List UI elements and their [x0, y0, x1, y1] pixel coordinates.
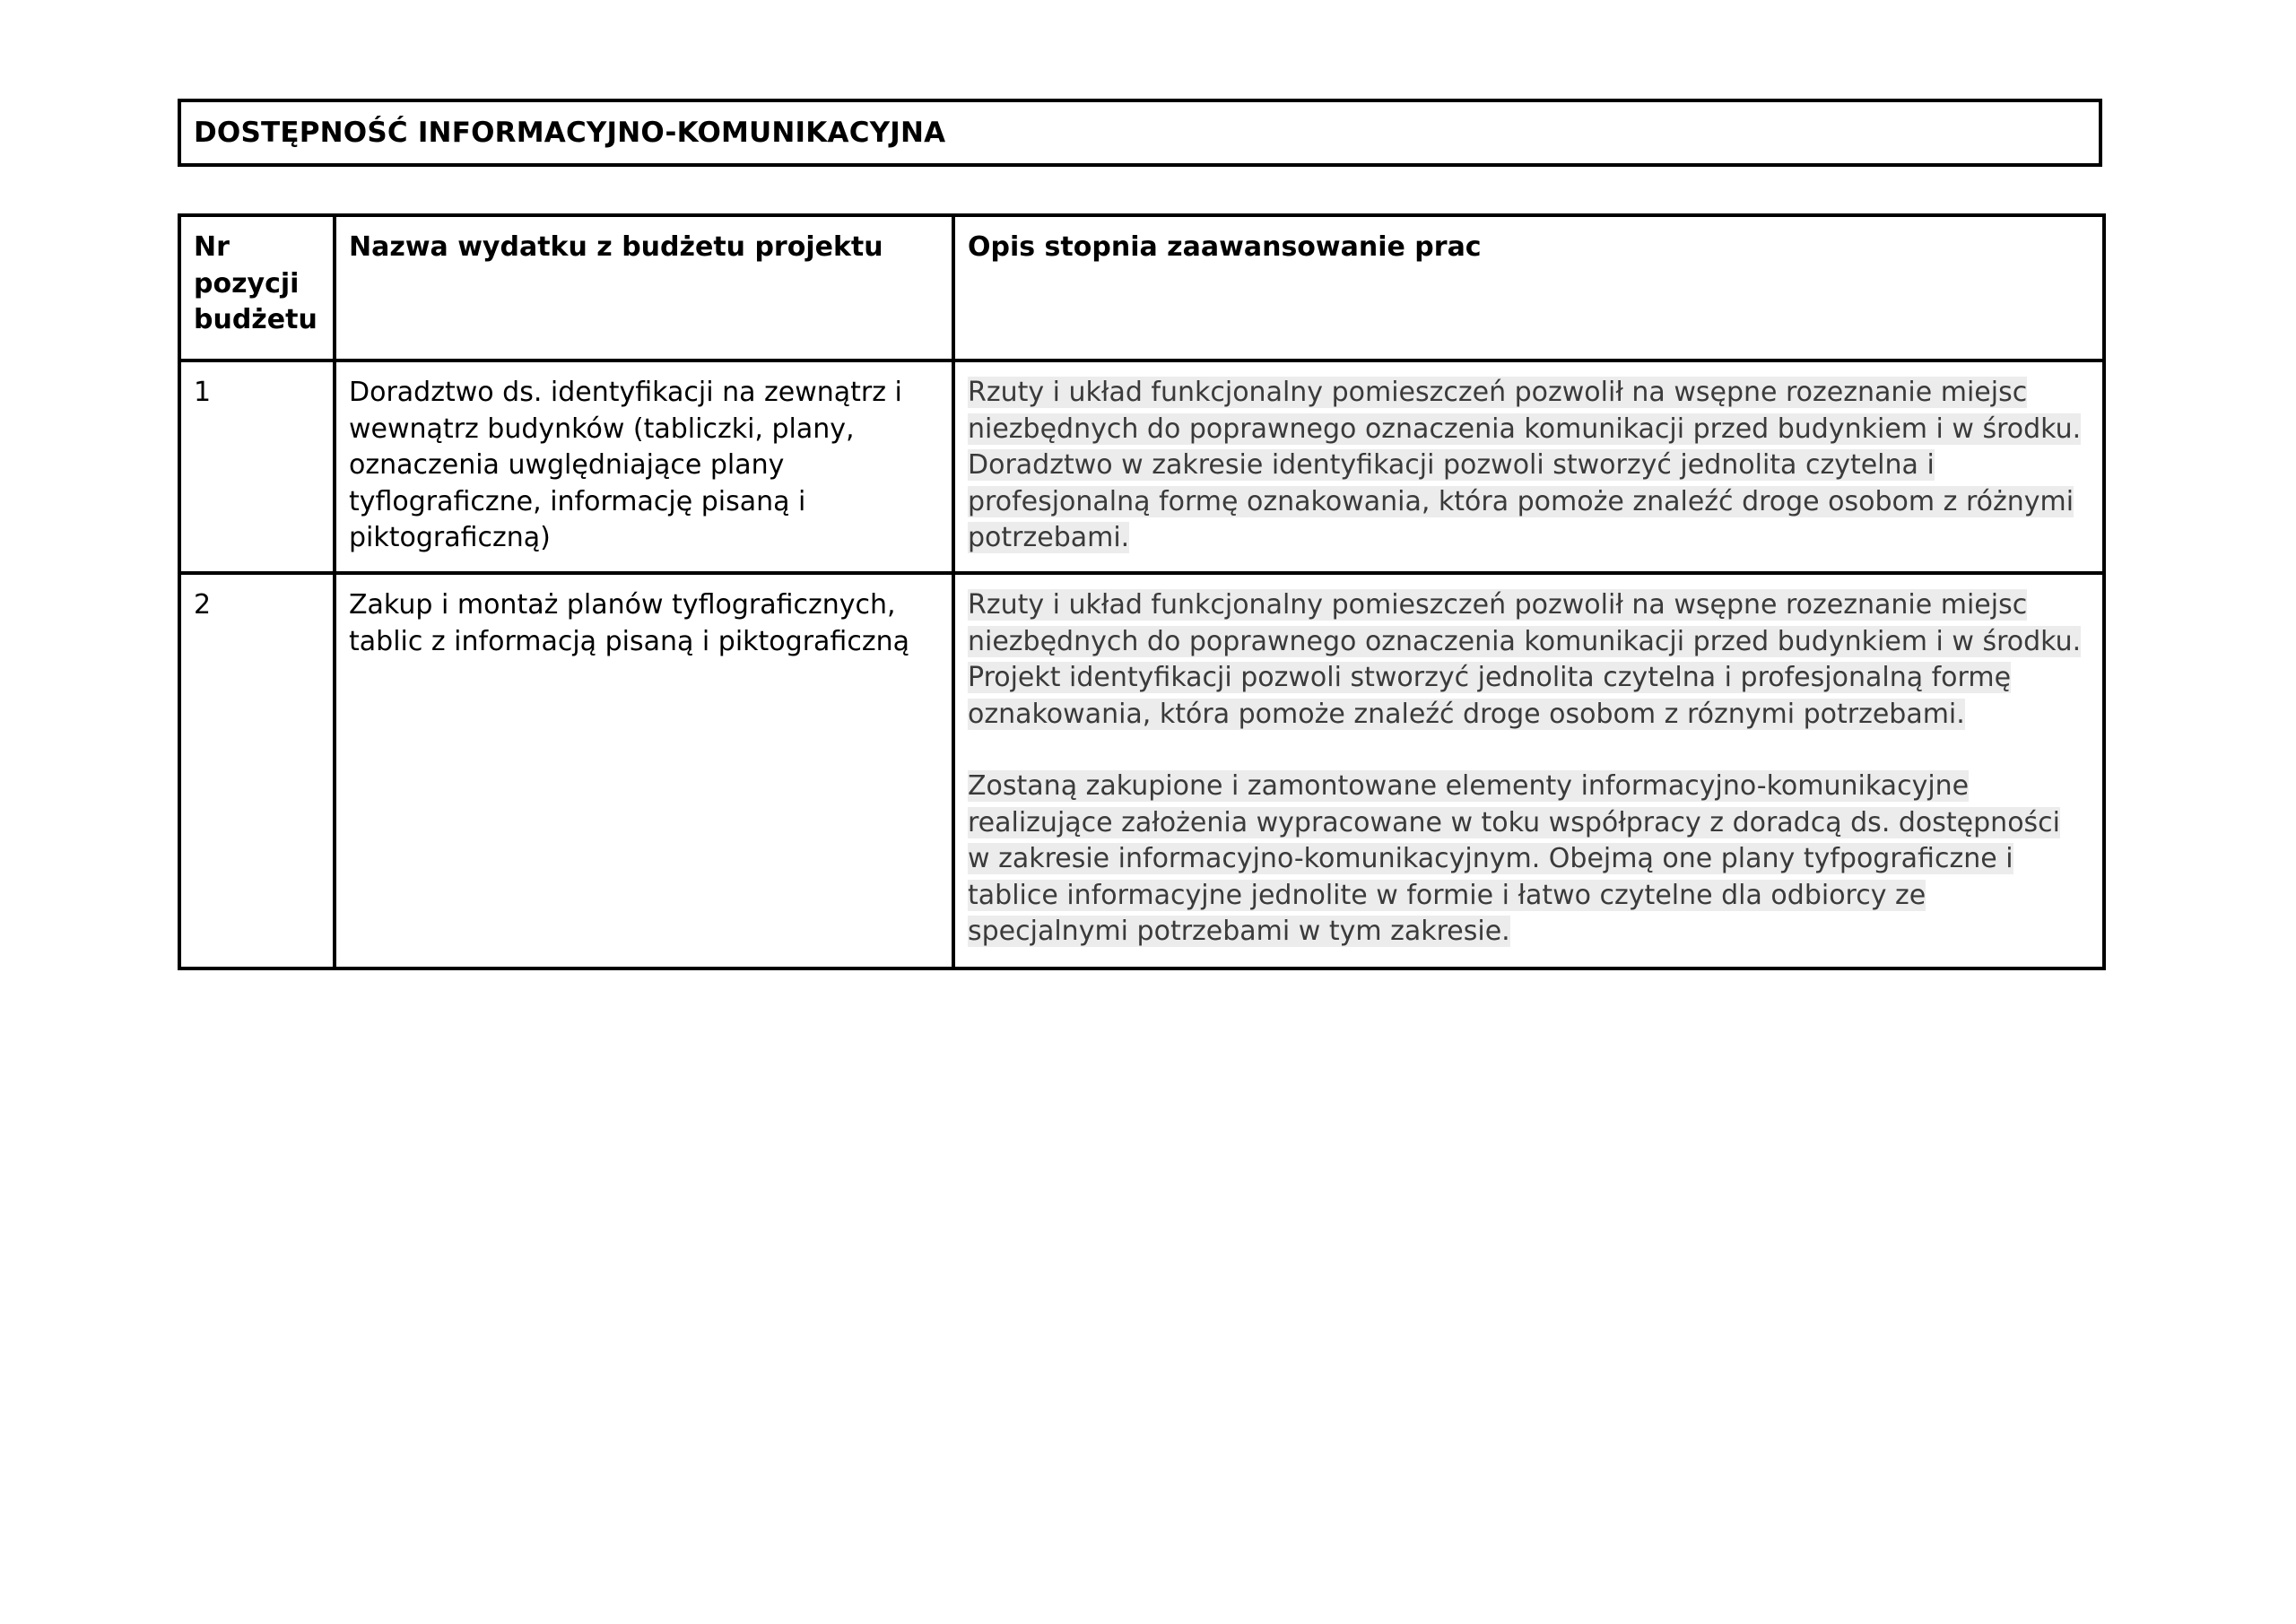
highlighted-text: Zostaną zakupione i zamontowane elementy informacyjno-komunikacyjne realizujące założenia wypracowane w toku współpracy z doradcą ds. dostępności w zakresie informacyjno-komunikacyjnym. Obejmą one plany tyfpograficzne i tablice informacyjne jednolite w formie i łatwo czytelne dla odbiorcy ze specjalnymi potrzebami w tym zakresie.: [968, 770, 2061, 947]
header-progress-description: Opis stopnia zaawansowanie prac: [953, 215, 2104, 360]
table-row: [179, 360, 2104, 573]
highlighted-text: Rzuty i układ funkcjonalny pomieszczeń pozwolił na wsępne rozeznanie miejsc niezbędnych do poprawnego oznaczenia komunikacji przed budynkiem i w środku. Doradztwo w zakresie identyfikacji pozwoli stworzyć jednolita czytelna i profesjonalną formę oznakowania, która pomoże znaleźć droge osobom z różnymi potrzebami.: [968, 377, 2082, 553]
table-header-row: [179, 215, 2104, 360]
cell-budget-position-number: 2: [179, 573, 335, 968]
cell-expense-name: Doradztwo ds. identyfikacji na zewnątrz i wewnątrz budynków (tabliczki, plany, oznaczenia uwględniające plany tyflograficzne, informację pisaną i piktograficzną): [335, 360, 953, 573]
highlighted-text: Rzuty i układ funkcjonalny pomieszczeń pozwolił na wsępne rozeznanie miejsc niezbędnych do poprawnego oznaczenia komunikacji przed budynkiem i w środku. Projekt identyfikacji pozwoli stworzyć jednolita czytelna i profesjonalną formę oznakowania, która pomoże znaleźć droge osobom z róznymi potrzebami.: [968, 589, 2082, 730]
cell-budget-position-number: 1: [179, 360, 335, 573]
description-paragraph: [968, 769, 2090, 951]
table-row: [179, 573, 2104, 968]
cell-progress-description: [953, 360, 2104, 573]
header-budget-position-number: Nr pozycji budżetu: [179, 215, 335, 360]
description-paragraph: [968, 375, 2090, 557]
budget-table: [178, 213, 2106, 970]
header-expense-name: Nazwa wydatku z budżetu projektu: [335, 215, 953, 360]
paragraph-spacer: [968, 733, 2090, 769]
section-title: DOSTĘPNOŚĆ INFORMACYJNO-KOMUNIKACYJNA: [194, 117, 946, 149]
cell-progress-description: [953, 573, 2104, 968]
section-title-box: [178, 99, 2102, 167]
description-paragraph: [968, 587, 2090, 733]
cell-expense-name: Zakup i montaż planów tyflograficznych, tablic z informacją pisaną i piktograficzną: [335, 573, 953, 968]
